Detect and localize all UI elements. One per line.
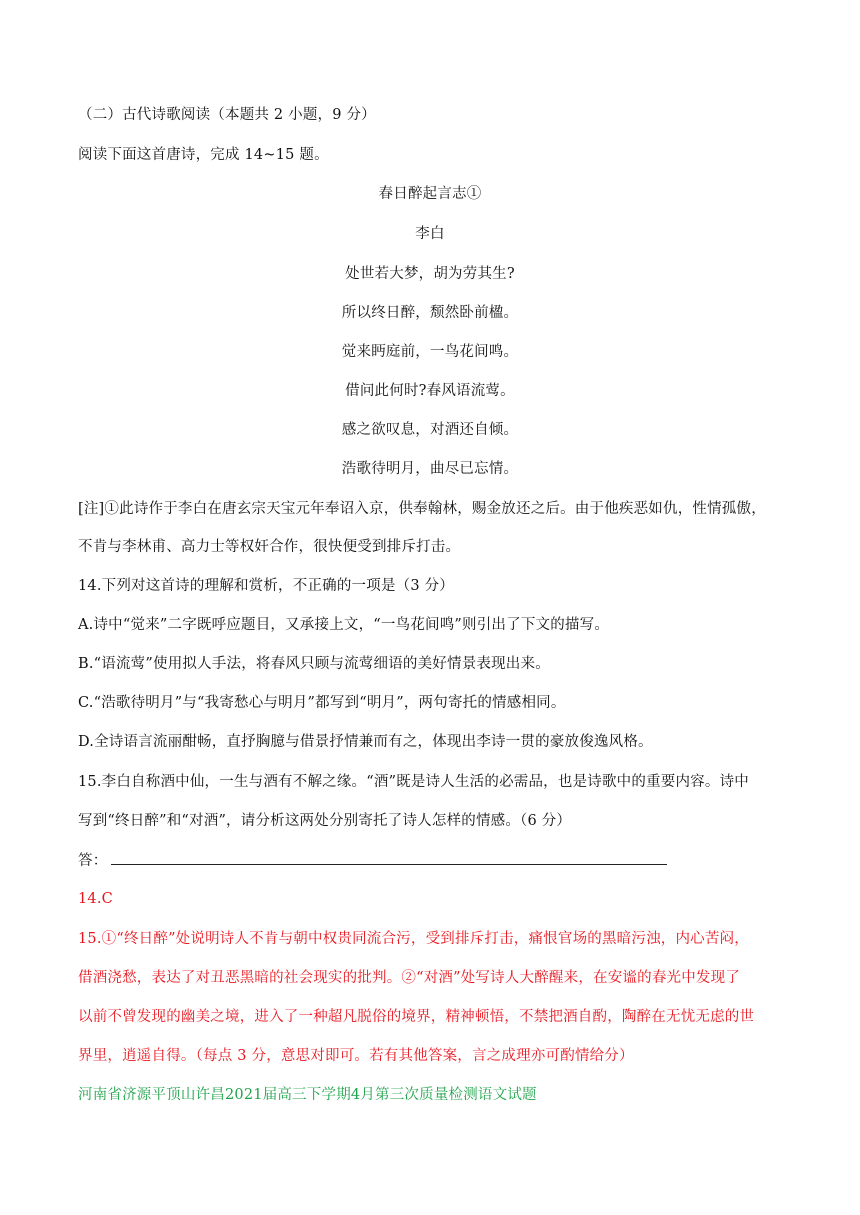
answer-blank-line[interactable] <box>111 850 667 865</box>
answer-15: 界里，逍遥自得。（每点 3 分，意思对即可。若有其他答案，言之成理亦可酌情给分） <box>78 1048 634 1064</box>
poem-note: 不肯与李林甫、高力士等权奸合作，很快便受到排斥打击。 <box>78 539 461 555</box>
question-14-option: D.全诗语言流丽酣畅，直抒胸臆与借景抒情兼而有之，体现出李诗一贯的豪放俊逸风格。 <box>78 734 653 750</box>
poem-note: [注]①此诗作于李白在唐玄宗天宝元年奉诏入京，供奉翰林，赐金放还之后。由于他疾恶如仇，性情孤傲， <box>78 501 766 517</box>
answer-15: 借酒浇愁，表达了对丑恶黑暗的社会现实的批判。②“对酒”处写诗人大醉醒来，在安谧的春光中发现了 <box>78 970 741 986</box>
answer-15: 15.①“终日醉”处说明诗人不肯与朝中权贵同流合污，受到排斥打击，痛恨官场的黑暗污浊，内心苦闷， <box>78 931 749 947</box>
poem-author: 李白 <box>415 226 445 242</box>
question-14-option: B.“语流莺”使用拟人手法，将春风只顾与流莺细语的美好情景表现出来。 <box>78 656 550 672</box>
poem-line: 感之欲叹息，对酒还自倾。 <box>341 422 519 438</box>
question-15-stem: 15.李白自称酒中仙，一生与酒有不解之缘。“酒”既是诗人生活的必需品，也是诗歌中的重要内容。诗中 <box>78 774 749 790</box>
poem-line: 浩歌待明月，曲尽已忘情。 <box>341 461 519 477</box>
instruction-text: 阅读下面这首唐诗，完成 14~15 题。 <box>78 147 329 163</box>
answer-14: 14.C <box>78 891 113 907</box>
answer-label: 答： <box>78 853 108 869</box>
answer-15: 以前不曾发现的幽美之境，进入了一种超凡脱俗的境界，精神顿悟，不禁把酒自酌，陶醉在无忧无虑的世 <box>78 1009 755 1025</box>
poem-line: 所以终日醉，颓然卧前楹。 <box>341 305 519 321</box>
poem-line: 借问此何时?春风语流莺。 <box>345 383 515 399</box>
poem-line: 觉来眄庭前，一鸟花间鸣。 <box>341 344 519 360</box>
question-15-stem: 写到“终日醉”和“对酒”，请分析这两处分别寄托了诗人怎样的情感。（6 分） <box>78 813 572 829</box>
poem-line: 处世若大梦，胡为劳其生? <box>345 266 515 282</box>
source-title: 河南省济源平顶山许昌2021届高三下学期4月第三次质量检测语文试题 <box>78 1087 537 1103</box>
question-14-option: A.诗中“觉来”二字既呼应题目，又承接上文，“一鸟花间鸣”则引出了下文的描写。 <box>78 617 610 633</box>
question-14-option: C.“浩歌待明月”与“我寄愁心与明月”都写到“明月”，两句寄托的情感相同。 <box>78 695 566 711</box>
question-14-stem: 14.下列对这首诗的理解和赏析，不正确的一项是（3 分） <box>78 578 454 594</box>
poem-title: 春日醉起言志① <box>378 186 482 202</box>
answer-row <box>78 850 790 871</box>
section-heading: （二）古代诗歌阅读（本题共 2 小题，9 分） <box>78 107 376 123</box>
